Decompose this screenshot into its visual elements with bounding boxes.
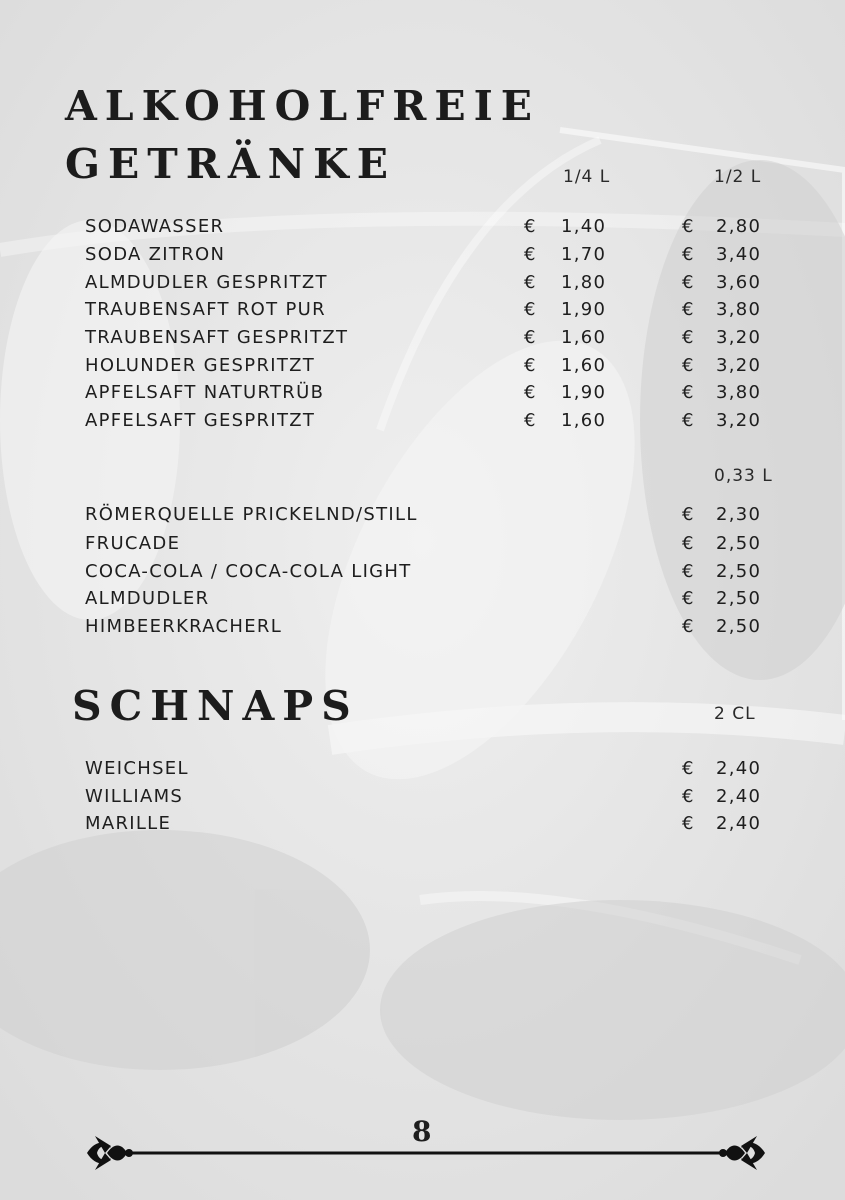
currency-symbol: € (524, 244, 537, 265)
currency-symbol: € (524, 355, 537, 376)
menu-item-row (0, 408, 845, 434)
price-bottle: 2,50 (716, 616, 762, 637)
menu-item-row (0, 756, 845, 782)
price-bottle: 2,50 (716, 561, 762, 582)
currency-symbol: € (682, 504, 695, 525)
item-name: ALMDUDLER GESPRITZT (85, 272, 328, 293)
price-quarter-liter: 1,60 (561, 355, 607, 376)
item-name: WILLIAMS (85, 786, 184, 807)
column-header-half-liter: 1/2 L (714, 167, 762, 187)
menu-item-row (0, 353, 845, 379)
currency-symbol: € (682, 272, 695, 293)
price-bottle: 2,30 (716, 504, 762, 525)
item-name: FRUCADE (85, 533, 181, 554)
currency-symbol: € (682, 813, 695, 834)
currency-symbol: € (682, 382, 695, 403)
currency-symbol: € (682, 299, 695, 320)
price-quarter-liter: 1,60 (561, 327, 607, 348)
currency-symbol: € (682, 244, 695, 265)
price-quarter-liter: 1,60 (561, 410, 607, 431)
menu-item-row (0, 559, 845, 585)
item-name: APFELSAFT GESPRITZT (85, 410, 316, 431)
item-name: COCA-COLA / COCA-COLA LIGHT (85, 561, 412, 582)
currency-symbol: € (682, 588, 695, 609)
currency-symbol: € (682, 616, 695, 637)
currency-symbol: € (682, 355, 695, 376)
column-header-bottle-size: 0,33 L (714, 466, 773, 486)
price-quarter-liter: 1,70 (561, 244, 607, 265)
menu-item-row (0, 214, 845, 240)
price-quarter-liter: 1,80 (561, 272, 607, 293)
price-quarter-liter: 1,90 (561, 382, 607, 403)
menu-item-row (0, 784, 845, 810)
menu-item-row (0, 270, 845, 296)
item-name: MARILLE (85, 813, 172, 834)
currency-symbol: € (524, 272, 537, 293)
price-half-liter: 3,80 (716, 382, 762, 403)
menu-item-row (0, 325, 845, 351)
menu-item-row (0, 380, 845, 406)
menu-item-row (0, 614, 845, 640)
item-name: SODA ZITRON (85, 244, 226, 265)
page-number: 8 (412, 1115, 432, 1148)
item-name: APFELSAFT NATURTRÜB (85, 382, 325, 403)
currency-symbol: € (682, 327, 695, 348)
item-name: TRAUBENSAFT GESPRITZT (85, 327, 349, 348)
item-name: ALMDUDLER (85, 588, 210, 609)
price-quarter-liter: 1,90 (561, 299, 607, 320)
currency-symbol: € (524, 382, 537, 403)
currency-symbol: € (524, 299, 537, 320)
currency-symbol: € (682, 533, 695, 554)
currency-symbol: € (682, 561, 695, 582)
menu-item-row (0, 502, 845, 528)
item-name: HOLUNDER GESPRITZT (85, 355, 316, 376)
price-schnaps: 2,40 (716, 758, 762, 779)
price-half-liter: 3,60 (716, 272, 762, 293)
section-title-alkoholfrei-line2: GETRÄNKE (65, 140, 397, 188)
price-half-liter: 2,80 (716, 216, 762, 237)
column-header-schnaps-size: 2 CL (714, 704, 756, 724)
currency-symbol: € (524, 327, 537, 348)
price-half-liter: 3,20 (716, 355, 762, 376)
menu-item-row (0, 242, 845, 268)
currency-symbol: € (524, 410, 537, 431)
price-bottle: 2,50 (716, 588, 762, 609)
menu-item-row (0, 586, 845, 612)
menu-item-row (0, 531, 845, 557)
currency-symbol: € (682, 410, 695, 431)
price-quarter-liter: 1,40 (561, 216, 607, 237)
item-name: SODAWASSER (85, 216, 225, 237)
item-name: TRAUBENSAFT ROT PUR (85, 299, 326, 320)
column-header-quarter-liter: 1/4 L (563, 167, 611, 187)
price-half-liter: 3,80 (716, 299, 762, 320)
menu-item-row (0, 811, 845, 837)
price-half-liter: 3,20 (716, 410, 762, 431)
menu-item-row (0, 297, 845, 323)
currency-symbol: € (682, 216, 695, 237)
item-name: WEICHSEL (85, 758, 189, 779)
price-schnaps: 2,40 (716, 786, 762, 807)
currency-symbol: € (682, 758, 695, 779)
price-schnaps: 2,40 (716, 813, 762, 834)
currency-symbol: € (524, 216, 537, 237)
price-bottle: 2,50 (716, 533, 762, 554)
section-title-alkoholfrei-line1: ALKOHOLFREIE (65, 82, 541, 130)
item-name: RÖMERQUELLE PRICKELND/STILL (85, 504, 418, 525)
price-half-liter: 3,20 (716, 327, 762, 348)
currency-symbol: € (682, 786, 695, 807)
section-title-schnaps: SCHNAPS (72, 682, 359, 730)
price-half-liter: 3,40 (716, 244, 762, 265)
fleur-de-lis-divider-icon (85, 1128, 767, 1178)
item-name: HIMBEERKRACHERL (85, 616, 283, 637)
